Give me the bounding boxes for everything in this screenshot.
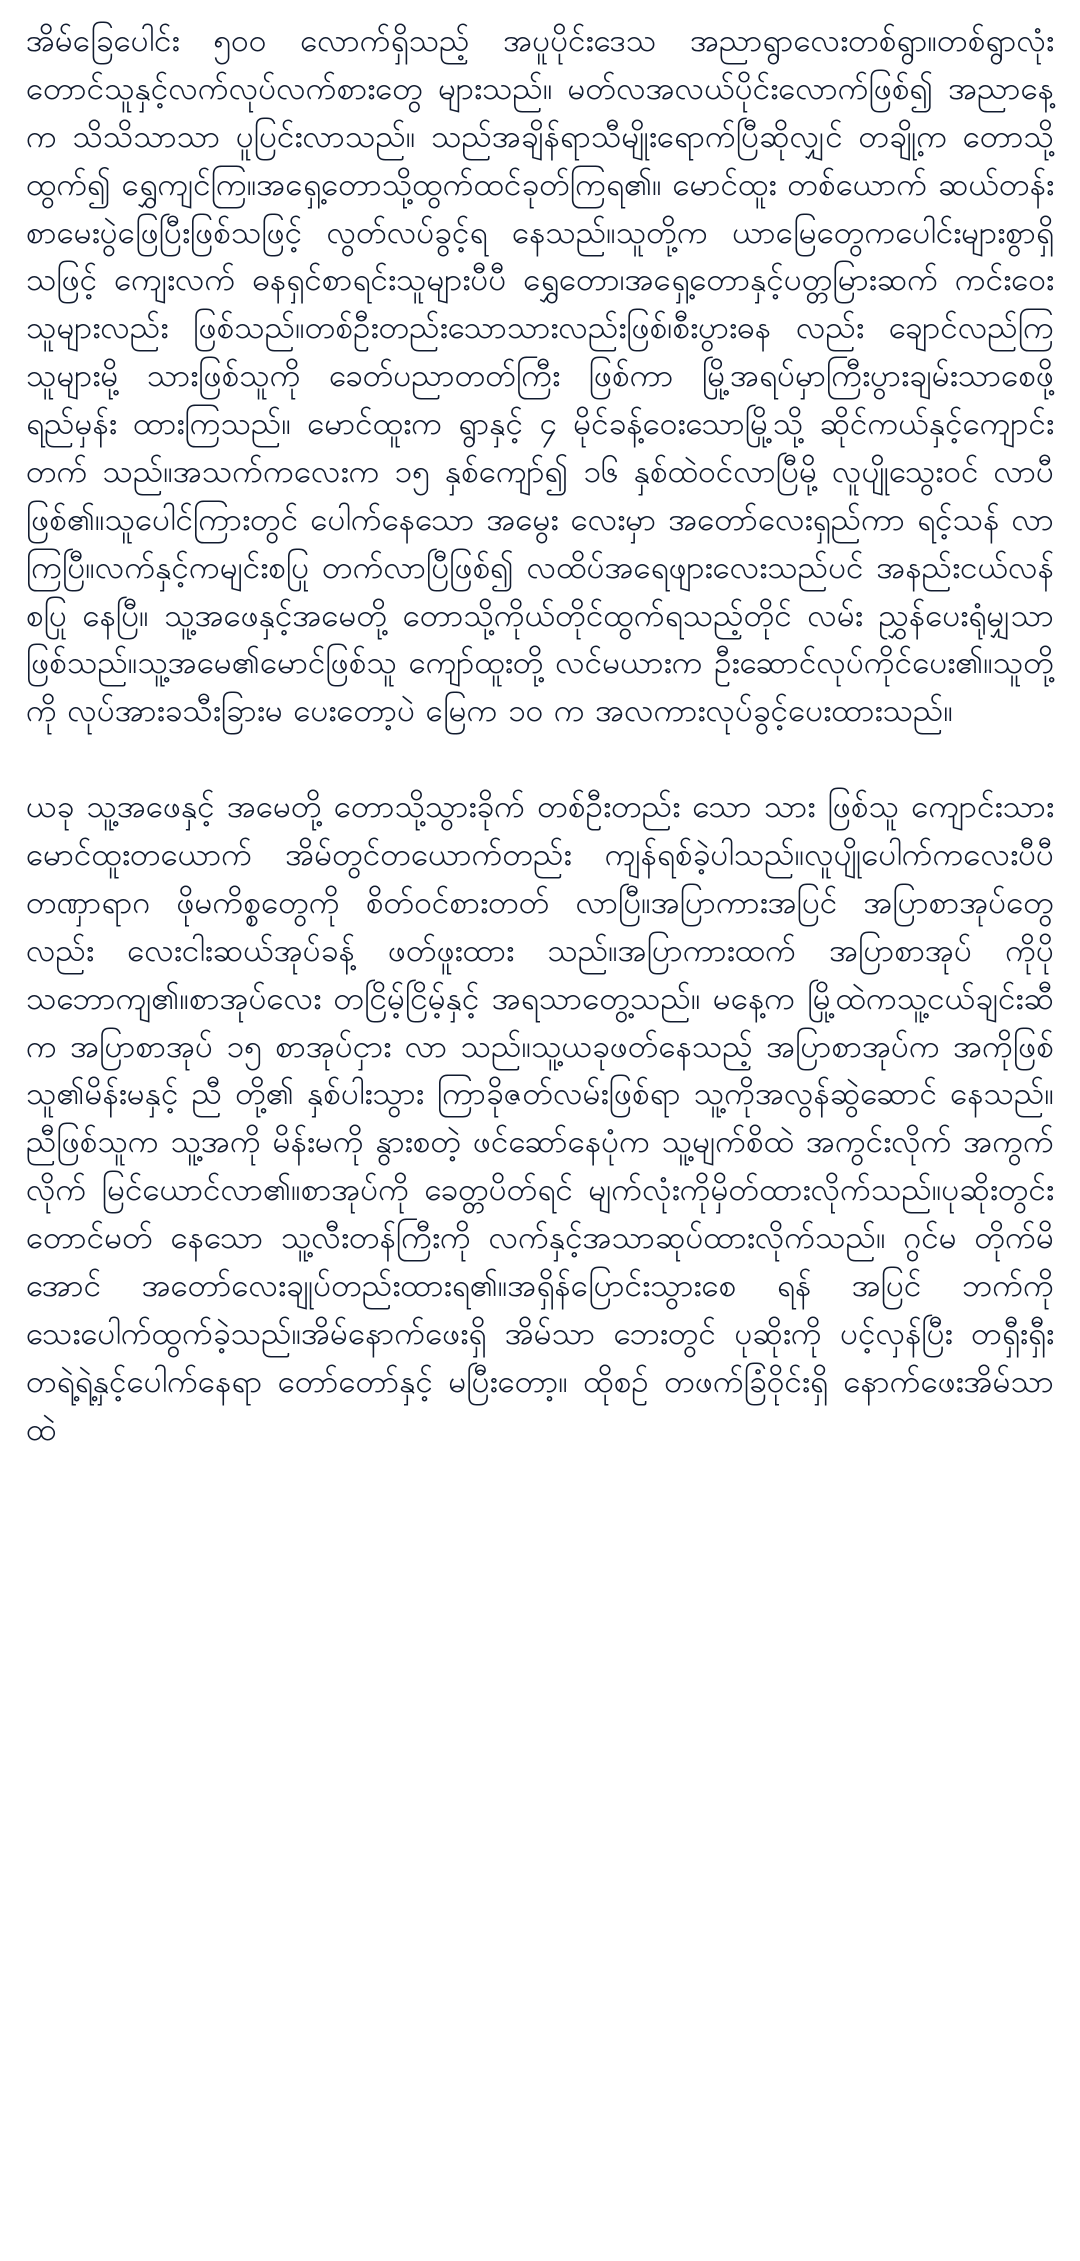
paragraph-spacer xyxy=(26,770,1054,784)
paragraph-2: ယခု သူ့အဖေနှင့် အမေတို့ တောသို့သွားခိုက် တစ်ဦးတည်း သော သား ဖြစ်သူ ကျောင်းသားမောင်ထူးတယောက် အိမ်တွင်တယောက်တည်း ကျန်ရစ်ခဲ့ပါသည်။လူပျိုပေါက်ကလေးပီပီ တဏှာရာဂ ဖိုမကိစ္စတွေကို စိတ်ဝင်စားတတ် လာပြီ။အပြာကားအပြင် အပြာစာအုပ်တွေလည်း လေးငါးဆယ်အုပ်ခန့် ဖတ်ဖူးထား သည်။အပြာကားထက် အပြာစာအုပ် ကိုပိုသဘောကျ၏။စာအုပ်လေး တငြိမ့်ငြိမ့်နှင့် အရသာတွေ့သည်။ မနေ့က မြို့ထဲကသူ့ငယ်ချင်းဆီက အပြာစာအုပ် ၁၅ စာအုပ်ငှား လာ သည်။သူ့ယခုဖတ်နေသည့် အပြာစာအုပ်က အကိုဖြစ်သူ၏မိန်းမနှင့် ညီ တို့၏ နှစ်ပါးသွား ကြာခိုဇတ်လမ်းဖြစ်ရာ သူ့ကိုအလွန်ဆွဲဆောင် နေသည်။ညီဖြစ်သူက သူ့အကို မိန်းမကို နွားစတဲ့ ဖင်ဆော်နေပုံက သူ့မျက်စိထဲ အကွင်းလိုက် အကွက်လိုက် မြင်ယောင်လာ၏။စာအုပ်ကို ခေတ္တပိတ်ရင် မျက်လုံးကိုမှိတ်ထားလိုက်သည်။ပုဆိုးတွင်း တောင်မတ် နေသော သူ့လီးတန်ကြီးကို လက်နှင့်အသာဆုပ်ထားလိုက်သည်။ ဂွင်မ တိုက်မိအောင် အတော်လေးချုပ်တည်းထားရ၏။အရှိန်ပြောင်းသွားစေ ရန် အပြင် ဘက်ကို သေးပေါက်ထွက်ခဲ့သည်။အိမ်နောက်ဖေးရှိ အိမ်သာ ဘေးတွင် ပုဆိုးကို ပင့်လှန်ပြီး တရှီးရှီး တရဲ့ရဲ့နှင့်ပေါက်နေရာ တော်တော်နှင့် မပြီးတော့။ ထိုစဉ် တဖက်ခြံဝိုင်းရှိ နောက်ဖေးအိမ်သာထဲ xyxy=(26,789,1054,1448)
paragraph-1: အိမ်ခြေပေါင်း ၅၀၀ လောက်ရှိသည့် အပူပိုင်းဒေသ အညာရွာလေးတစ်ရွာ။တစ်ရွာလုံး တောင်သူနှင့်လက်လုပ်လက်စားတွေ များသည်။ မတ်လအလယ်ပိုင်းလောက်ဖြစ်၍ အညာနေ့က သိသိသာသာ ပူပြင်းလာသည်။ သည်အချိန်ရာသီမျိုးရောက်ပြီဆိုလျှင် တချို့က တောသို့ ထွက်၍ ရွှေကျင်ကြ။အရှေ့တောသို့ထွက်ထင်ခုတ်ကြရ၏။ မောင်ထူး တစ်ယောက် ဆယ်တန်းစာမေးပွဲဖြေပြီးဖြစ်သဖြင့် လွတ်လပ်ခွင့်ရ နေသည်။သူတို့က ယာမြေတွေကပေါင်းများစွာရှိသဖြင့် ကျေးလက် ဓနရှင်စာရင်းသူများပီပီ ရွှေတော၊အရှေ့တောနှင့်ပတ္တမြားဆက် ကင်းဝေး သူများလည်း ဖြစ်သည်။တစ်ဦးတည်းသောသားလည်းဖြစ်၊စီးပွားဓန လည်း ချောင်လည်ကြသူများမို့ သားဖြစ်သူကို ခေတ်ပညာတတ်ကြီး ဖြစ်ကာ မြို့အရပ်မှာကြီးပွားချမ်းသာစေဖို့ ရည်မှန်း ထားကြသည်။ မောင်ထူးက ရွာနှင့် ၄ မိုင်ခန့်ဝေးသောမြို့သို့ ဆိုင်ကယ်နှင့်ကျောင်း တက် သည်။အသက်ကလေးက ၁၅ နှစ်ကျော်၍ ၁၆ နှစ်ထဲဝင်လာပြီမို့ လူပျိုသွေးဝင် လာပီ ဖြစ်၏။သူပေါင်ကြားတွင် ပေါက်နေသော အမွေး လေးမှာ အတော်လေးရှည်ကာ ရင့်သန် လာကြပြီ။လက်နှင့်ကမျင်းစပြု တက်လာပြီဖြစ်၍ လထိပ်အရေဖျားလေးသည်ပင် အနည်းငယ်လန်စပြု နေပြီ။ သူ့အဖေနှင့်အမေတို့ တောသို့ကိုယ်တိုင်ထွက်ရသည့်တိုင် လမ်း ညွှန်ပေးရုံမျှသာဖြစ်သည်။သူ့အမေ၏မောင်ဖြစ်သူ ကျော်ထူးတို့ လင်မယားက ဦးဆောင်လုပ်ကိုင်ပေး၏။သူတို့ကို လုပ်အားခသီးခြားမ ပေးတော့ပဲ မြေက ၁၀ က အလကားလုပ်ခွင့်ပေးထားသည်။ xyxy=(26,23,1054,730)
document-body xyxy=(26,18,1054,1454)
